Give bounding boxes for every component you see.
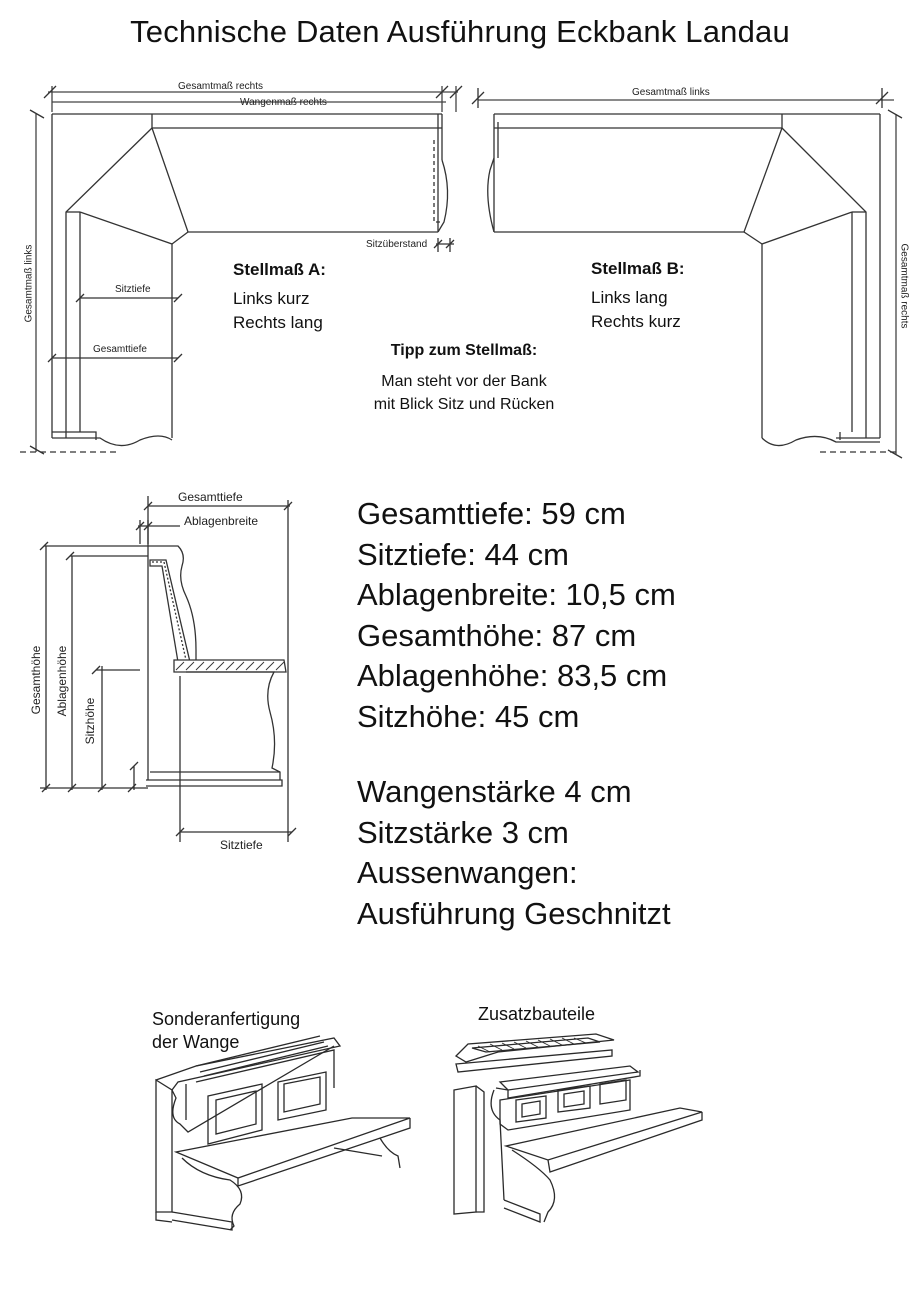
spec-sitzhoehe: Sitzhöhe: 45 cm <box>357 699 580 734</box>
spec-ablagenbreite: Ablagenbreite: 10,5 cm <box>357 577 676 613</box>
spec-sitzstaerke: Sitzstärke 3 cm <box>357 814 569 850</box>
tipp-line2: mit Blick Sitz und Rücken <box>373 396 555 413</box>
tipp-heading: Tipp zum Stellmaß: <box>390 342 538 359</box>
stellmass-a-heading: Stellmaß A: <box>233 260 326 279</box>
dim-gesamtmass-links-top: Gesamtmaß links <box>632 87 710 98</box>
label-zusatzbauteile: Zusatzbauteile <box>478 1004 596 1024</box>
stellmass-a-line2: Rechts lang <box>233 313 323 332</box>
spec-wangenstaerke: Wangenstärke 4 cm <box>357 774 632 809</box>
section-sitzhoehe: Sitzhöhe <box>83 697 97 745</box>
bench-add-on-parts-illustration <box>454 1034 702 1222</box>
spec-ausfuehrung: Ausführung Geschnitzt <box>357 895 671 931</box>
spec-ablagenhoehe: Ablagenhöhe: 83,5 cm <box>357 658 668 694</box>
section-gesamttiefe: Gesamttiefe <box>178 490 243 504</box>
spec-sitztiefe: Sitztiefe: 44 cm <box>357 536 569 572</box>
section-ablagenbreite: Ablagenbreite <box>184 514 259 528</box>
spec-aussenwangen: Aussenwangen: <box>357 855 578 891</box>
dim-gesamtmass-rechts-top: Gesamtmaß rechts <box>178 81 264 92</box>
dim-gesamtmass-links-side: Gesamtmaß links <box>23 244 35 323</box>
dim-sitztiefe-plan: Sitztiefe <box>115 284 151 295</box>
section-ablagenhoehe: Ablagenhöhe <box>55 645 69 717</box>
stellmass-a-line1: Links kurz <box>233 289 310 308</box>
label-der-wange: der Wange <box>152 1032 240 1052</box>
dim-wangenmass-rechts: Wangenmaß rechts <box>240 97 327 108</box>
section-gesamthoehe: Gesamthöhe <box>29 645 43 715</box>
label-sonderanfertigung: Sonderanfertigung <box>152 1009 301 1029</box>
dim-sitzueberstand: Sitzüberstand <box>366 239 428 250</box>
dim-gesamttiefe-plan: Gesamttiefe <box>93 344 147 355</box>
tipp-line1: Man steht vor der Bank <box>381 373 547 390</box>
page-title: Technische Daten Ausführung Eckbank Landau <box>130 14 790 49</box>
stellmass-b-heading: Stellmaß B: <box>591 259 685 278</box>
stellmass-b-line1: Links lang <box>591 288 668 307</box>
spec-gesamthoehe: Gesamthöhe: 87 cm <box>357 617 637 653</box>
dim-gesamtmass-rechts-side: Gesamtmaß rechts <box>898 243 910 329</box>
section-sitztiefe: Sitztiefe <box>220 838 263 852</box>
bench-custom-cheek-illustration <box>156 1036 410 1230</box>
stellmass-b-line2: Rechts kurz <box>591 312 681 331</box>
spec-gesamttiefe: Gesamttiefe: 59 cm <box>357 496 626 531</box>
